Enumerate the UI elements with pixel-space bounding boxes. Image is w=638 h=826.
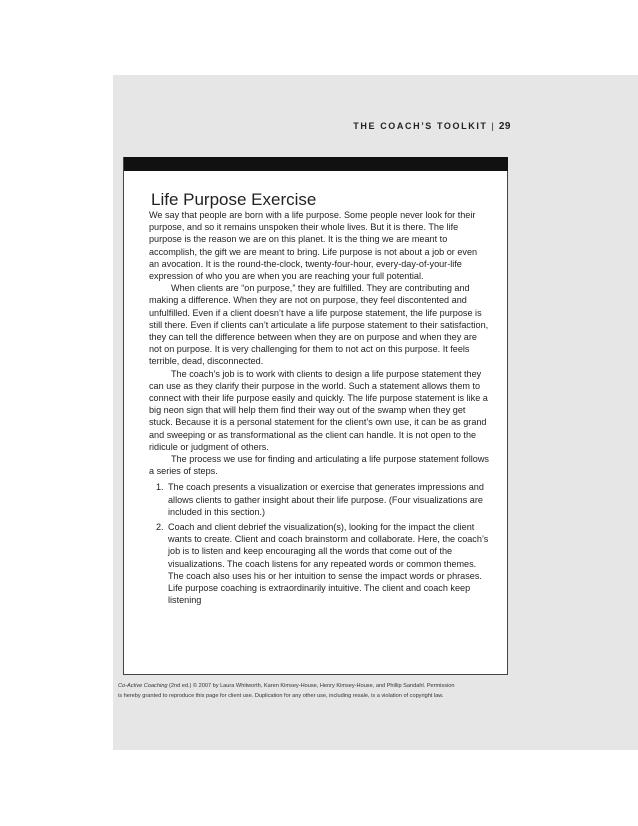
- credit-line-1-rest: (2nd ed.) © 2007 by Laura Whitworth, Karen Kimsey-House, Henry Kimsey-House, and Phillip Sandahl. Permission: [167, 683, 455, 689]
- steps-list: [149, 481, 489, 606]
- step-number: 1.: [156, 482, 164, 493]
- step-number: 2.: [156, 522, 164, 533]
- paragraph-4: The process we use for finding and articulating a life purpose statement follows a series of steps.: [149, 454, 489, 477]
- running-head-separator: |: [491, 121, 494, 131]
- list-item: [149, 481, 489, 518]
- running-head-title: THE COACH’S TOOLKIT: [353, 121, 488, 131]
- book-title: Co-Active Coaching: [118, 683, 168, 689]
- credit-line-2: is hereby granted to reproduce this page for client use. Duplication for any other use, including resale, is a violation of copyright law.: [118, 693, 444, 699]
- exercise-body: [149, 209, 489, 610]
- page-number: 29: [498, 121, 511, 132]
- list-item: [149, 521, 489, 606]
- step-text: The coach presents a visualization or exercise that generates impressions and allows clients to gather insight about their life purpose. (Four visualizations are included in this section.): [168, 482, 484, 517]
- exercise-box: [123, 157, 508, 675]
- paragraph-3: The coach’s job is to work with clients to design a life purpose statement they can use as they clarify their purpose in the world. Such a statement allows them to connect with their life purpose easily and quickly. The life purpose statement is like a big neon sign that will help them find their way out of the swamp when they get stuck. Because it is a personal statement for the client’s own use, it can be as grand and sweeping or as transformational as the client can handle. It is not open to the ridicule or judgment of others.: [149, 368, 488, 452]
- step-text: Coach and client debrief the visualization(s), looking for the impact the client wants to create. Client and coach brainstorm and collaborate. Here, the coach’s job is to listen and keep encouraging all the words that come out of the visualizations. The coach listens for any repeated words or common themes. The coach also uses his or her intuition to sense the impact words or phrases. Life purpose coaching is extraordinarily intuitive. The client and coach keep listening: [168, 522, 489, 606]
- paragraph-2: When clients are “on purpose,” they are fulfilled. They are contributing and making a difference. When they are not on purpose, they feel discontented and unfulfilled. Even if a client doesn’t have a life purpose statement, the life purpose is still there. Even if clients can’t articulate a life purpose statement to their satisfaction, they can tell the difference between when they are on purpose and when they are not on purpose. It is very challenging for them to not act on this purpose. It feels terrible, dead, disconnected.: [149, 283, 489, 367]
- running-head: [353, 121, 511, 132]
- copyright-credit: [118, 681, 518, 701]
- credit-line-1: [118, 681, 518, 691]
- box-header-bar: [124, 157, 508, 171]
- exercise-title: Life Purpose Exercise: [151, 190, 317, 209]
- paragraph-1: We say that people are born with a life purpose. Some people never look for their purpose, and so it remains unspoken their whole lives. But it is there. The life purpose is the reason we are on this planet. It is the thing we are meant to accomplish, the gift we are meant to bring. Life purpose is not about a job or even an avocation. It is the round-the-clock, twenty-four-hour, every-day-of-your-life expression of who you are when you are reaching your full potential.: [149, 210, 478, 282]
